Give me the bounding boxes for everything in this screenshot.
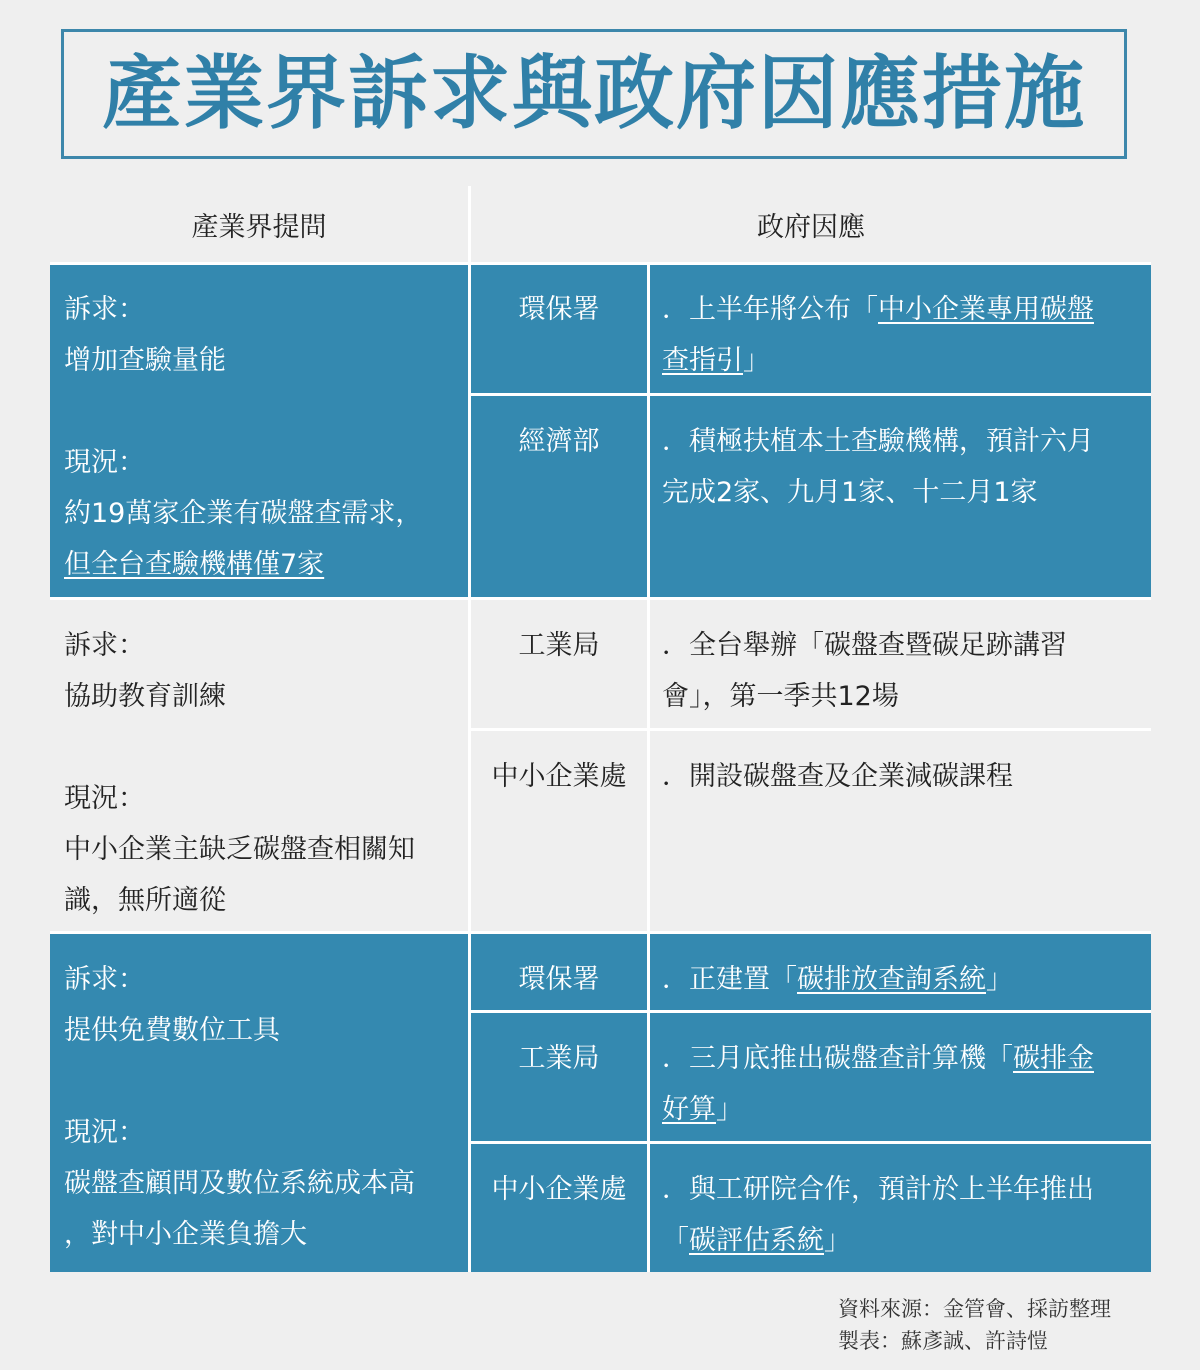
row-divider <box>471 393 1151 396</box>
document-link: 中小企業專用碳盤 <box>878 294 1094 325</box>
source-note: 資料來源：金管會、採訪整理 <box>838 1297 1111 1321</box>
row-divider <box>471 1010 1151 1013</box>
response-line: 查指引」 <box>662 345 770 376</box>
column-divider <box>647 264 650 1272</box>
demand-text: 增加查驗量能 <box>64 345 226 376</box>
status-text: 中小企業主缺乏碳盤查相關知 <box>64 834 415 865</box>
column-divider <box>468 264 471 1272</box>
status-text: ，對中小企業負擔大 <box>64 1219 307 1250</box>
status-text: 識，無所適從 <box>64 885 226 916</box>
response-cell <box>650 1144 1151 1272</box>
header-divider <box>468 186 471 264</box>
issue-cell-2 <box>50 600 468 931</box>
status-text: 碳盤查顧問及數位系統成本高 <box>64 1168 415 1199</box>
response-cell <box>650 934 1151 1010</box>
demand-text: 協助教育訓練 <box>64 681 226 712</box>
document-link: 查指引 <box>662 345 743 376</box>
page-title: 產業界訴求與政府因應措施 <box>102 47 1086 140</box>
issue-cell-1 <box>50 264 468 597</box>
response-line: ．上半年將公布「中小企業專用碳盤 <box>662 294 1094 325</box>
system-link: 碳評估系統 <box>689 1225 824 1256</box>
agency-cell: 環保署 <box>471 934 647 1010</box>
agency-cell: 經濟部 <box>471 396 647 597</box>
response-line: ．三月底推出碳盤查計算機「碳排金 <box>662 1043 1094 1074</box>
response-line: 會」，第一季共12場 <box>662 681 899 712</box>
issue-cell-3 <box>50 934 468 1272</box>
status-text: 約19萬家企業有碳盤查需求， <box>64 498 423 529</box>
response-line: ．積極扶植本土查驗機構，預計六月 <box>662 426 1094 457</box>
response-line: ．與工研院合作，預計於上半年推出 <box>662 1174 1094 1205</box>
response-line: ．全台舉辦「碳盤查暨碳足跡講習 <box>662 630 1067 661</box>
demand-label: 訴求： <box>64 964 145 995</box>
agency-cell: 中小企業處 <box>471 731 647 931</box>
agency-cell: 中小企業處 <box>471 1144 647 1272</box>
row-divider <box>471 1141 1151 1144</box>
response-line: ．正建置「碳排放查詢系統」 <box>662 964 1013 995</box>
response-cell <box>650 1013 1151 1141</box>
response-cell <box>650 396 1151 597</box>
response-line: 完成2家、九月1家、十二月1家 <box>662 477 1038 508</box>
agency-cell: 工業局 <box>471 600 647 728</box>
tool-link: 碳排金 <box>1013 1043 1094 1074</box>
footer <box>838 1293 1111 1357</box>
status-label: 現況： <box>64 447 145 478</box>
agency-cell: 工業局 <box>471 1013 647 1141</box>
response-cell <box>650 600 1151 728</box>
response-line: ．開設碳盤查及企業減碳課程 <box>662 761 1013 792</box>
demand-text: 提供免費數位工具 <box>64 1015 280 1046</box>
row-divider <box>50 931 1151 934</box>
status-text: 但全台查驗機構僅7家 <box>64 549 325 580</box>
row-divider <box>471 728 1151 731</box>
system-link: 碳排放查詢系統 <box>797 964 986 995</box>
demand-label: 訴求： <box>64 294 145 325</box>
response-cell <box>650 264 1151 393</box>
response-cell <box>650 731 1151 931</box>
status-label: 現況： <box>64 783 145 814</box>
response-line: 「碳評估系統」 <box>662 1225 851 1256</box>
producer-note: 製表：蘇彥誠、許詩愷 <box>838 1329 1048 1353</box>
tool-link: 好算 <box>662 1094 716 1125</box>
agency-cell: 環保署 <box>471 264 647 393</box>
title-box <box>61 29 1127 159</box>
industry-column-header: 產業界提問 <box>191 211 327 243</box>
row-divider <box>50 262 1151 265</box>
demand-label: 訴求： <box>64 630 145 661</box>
status-label: 現況： <box>64 1117 145 1148</box>
government-column-header: 政府因應 <box>757 211 865 243</box>
response-line: 好算」 <box>662 1094 743 1125</box>
row-divider <box>50 597 1151 600</box>
